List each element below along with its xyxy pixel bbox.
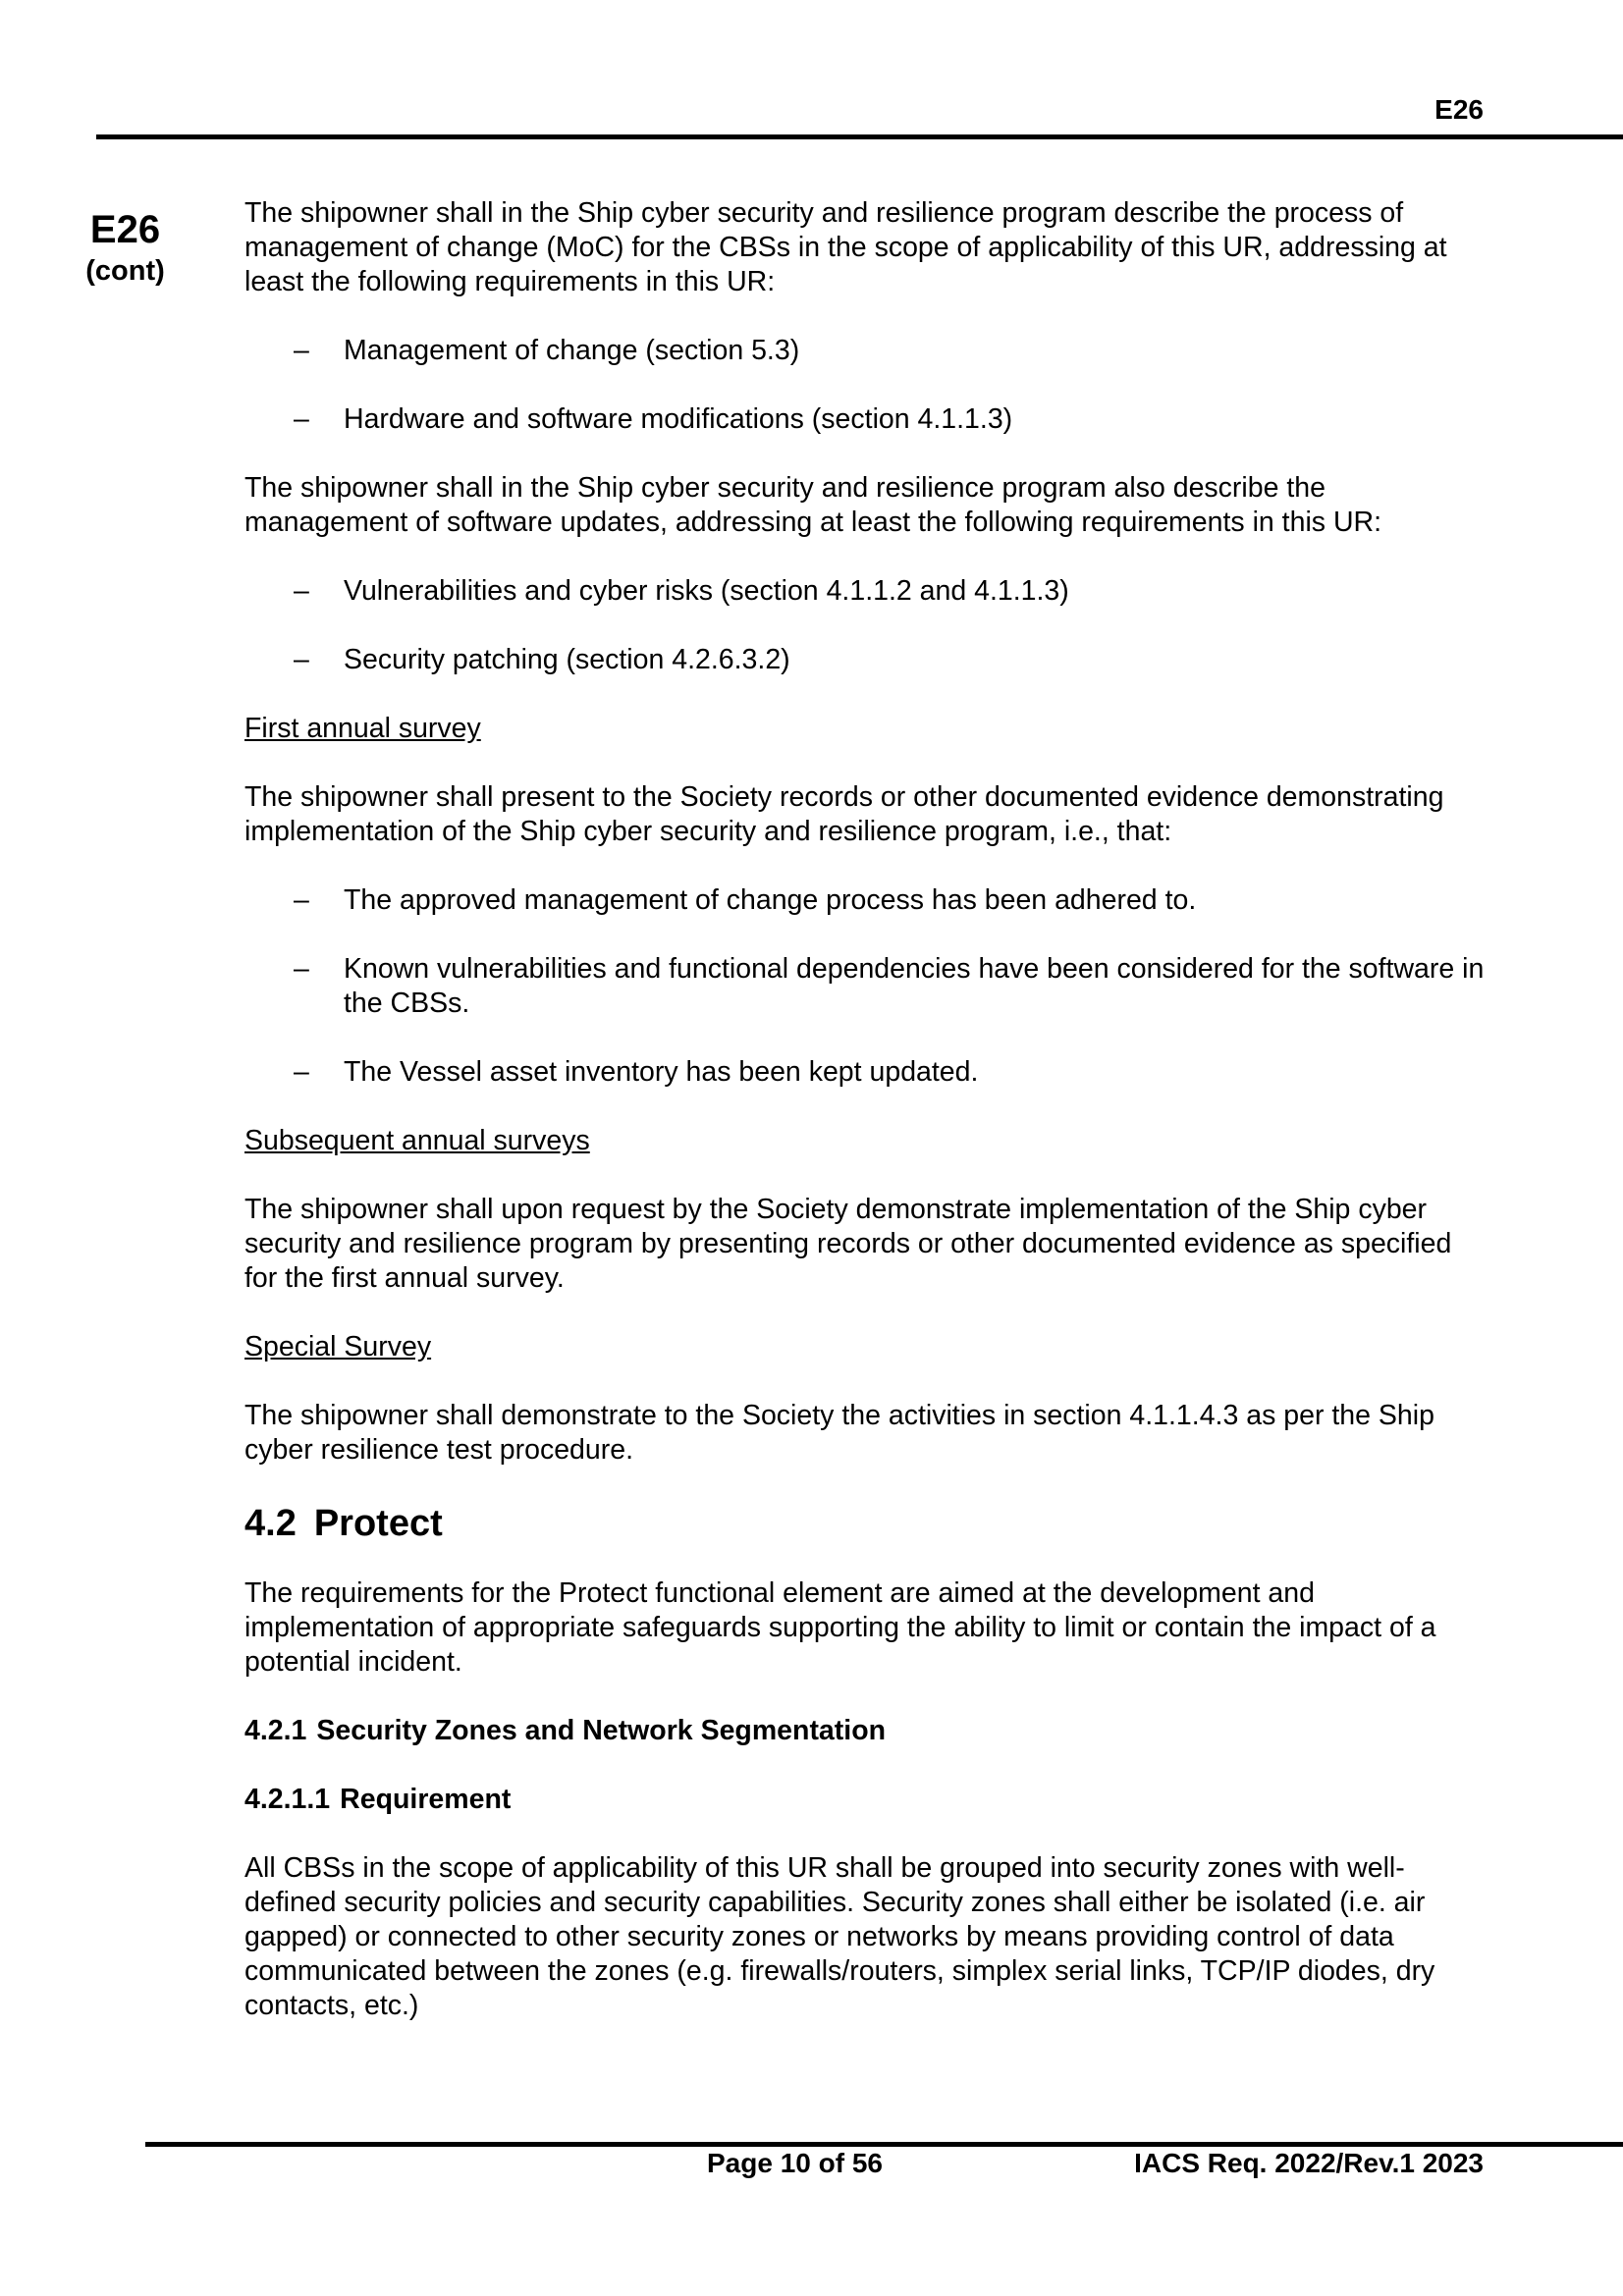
heading-special-survey: Special Survey [244, 1331, 432, 1362]
section-title: Protect [313, 1503, 443, 1544]
side-tag [69, 206, 182, 289]
paragraph-protect: The requirements for the Protect functional element are aimed at the development and implementation of appropriate safeguards supporting the ability to limit or contain the impact of a potential incident. [244, 1577, 1436, 1678]
section-heading-4-2-1-1 [244, 1783, 1489, 1817]
list-item-text: The Vessel asset inventory has been kept updated. [344, 1056, 979, 1088]
paragraph-subsequent: The shipowner shall upon request by the Society demonstrate implementation of the Ship cyber security and resilience program by presenting records or other documented evidence as specified for the first annual survey. [244, 1194, 1452, 1294]
dash-marker: – [294, 335, 309, 366]
list-item [244, 952, 1489, 1021]
section-title: Requirement [340, 1784, 512, 1815]
side-tag-code: E26 [89, 208, 161, 251]
header-code: E26 [1434, 94, 1484, 125]
list-first-annual [244, 883, 1489, 1090]
paragraph-special: The shipowner shall demonstrate to the Society the activities in section 4.1.1.4.3 as per the Ship cyber resilience test procedure. [244, 1400, 1434, 1466]
paragraph-first-annual: The shipowner shall present to the Society records or other documented evidence demonstrating implementation of the Ship cyber security and resilience program, i.e., that: [244, 781, 1444, 847]
list-moc [244, 334, 1489, 437]
list-item-text: The approved management of change process has been adhered to. [344, 884, 1197, 916]
list-item-text: Known vulnerabilities and functional dependencies have been considered for the software in the CBSs. [344, 953, 1485, 1019]
section-heading-4-2 [244, 1502, 1489, 1545]
heading-first-annual-survey: First annual survey [244, 713, 481, 744]
paragraph-software-updates: The shipowner shall in the Ship cyber security and resilience program also describe the management of software updates, addressing at least the following requirements in this UR: [244, 472, 1382, 538]
dash-marker: – [294, 884, 309, 916]
list-item [244, 402, 1489, 437]
section-title: Security Zones and Network Segmentation [316, 1715, 887, 1746]
section-number: 4.2.1 [244, 1715, 307, 1746]
list-item-text: Hardware and software modifications (section 4.1.1.3) [344, 403, 1013, 435]
bottom-rule [145, 2142, 1623, 2147]
dash-marker: – [294, 575, 309, 607]
paragraph-security-zones: All CBSs in the scope of applicability of this UR shall be grouped into security zones with well-defined security policies and security capabilities. Security zones shall either be isolated (i.e. air gapped) or connected to other security zones or networks by means providing control of data communicated between the zones (e.g. firewalls/routers, simplex serial links, TCP/IP diodes, dry contacts, etc.) [244, 1852, 1435, 2021]
dash-marker: – [294, 403, 309, 435]
top-rule [96, 134, 1623, 139]
list-item [244, 643, 1489, 677]
list-software-updates [244, 574, 1489, 677]
section-heading-4-2-1 [244, 1714, 1489, 1748]
dash-marker: – [294, 644, 309, 675]
list-item-text: Vulnerabilities and cyber risks (section 4.1.1.2 and 4.1.1.3) [344, 575, 1069, 607]
list-item [244, 334, 1489, 368]
dash-marker: – [294, 1056, 309, 1088]
list-item-text: Security patching (section 4.2.6.3.2) [344, 644, 790, 675]
list-item [244, 574, 1489, 609]
list-item [244, 1055, 1489, 1090]
list-item [244, 883, 1489, 918]
dash-marker: – [294, 953, 309, 985]
page-number: Page 10 of 56 [707, 2148, 883, 2178]
document-reference: IACS Req. 2022/Rev.1 2023 [1134, 2148, 1484, 2178]
document-body [244, 196, 1489, 2057]
side-tag-cont: (cont) [85, 255, 165, 287]
section-number: 4.2 [244, 1503, 297, 1544]
paragraph-moc: The shipowner shall in the Ship cyber security and resilience program describe the process of management of change (MoC) for the CBSs in the scope of applicability of this UR, addressing at least the following requirements in this UR: [244, 197, 1447, 297]
section-number: 4.2.1.1 [244, 1784, 331, 1815]
list-item-text: Management of change (section 5.3) [344, 335, 800, 366]
heading-subsequent-annual-surveys: Subsequent annual surveys [244, 1125, 590, 1156]
